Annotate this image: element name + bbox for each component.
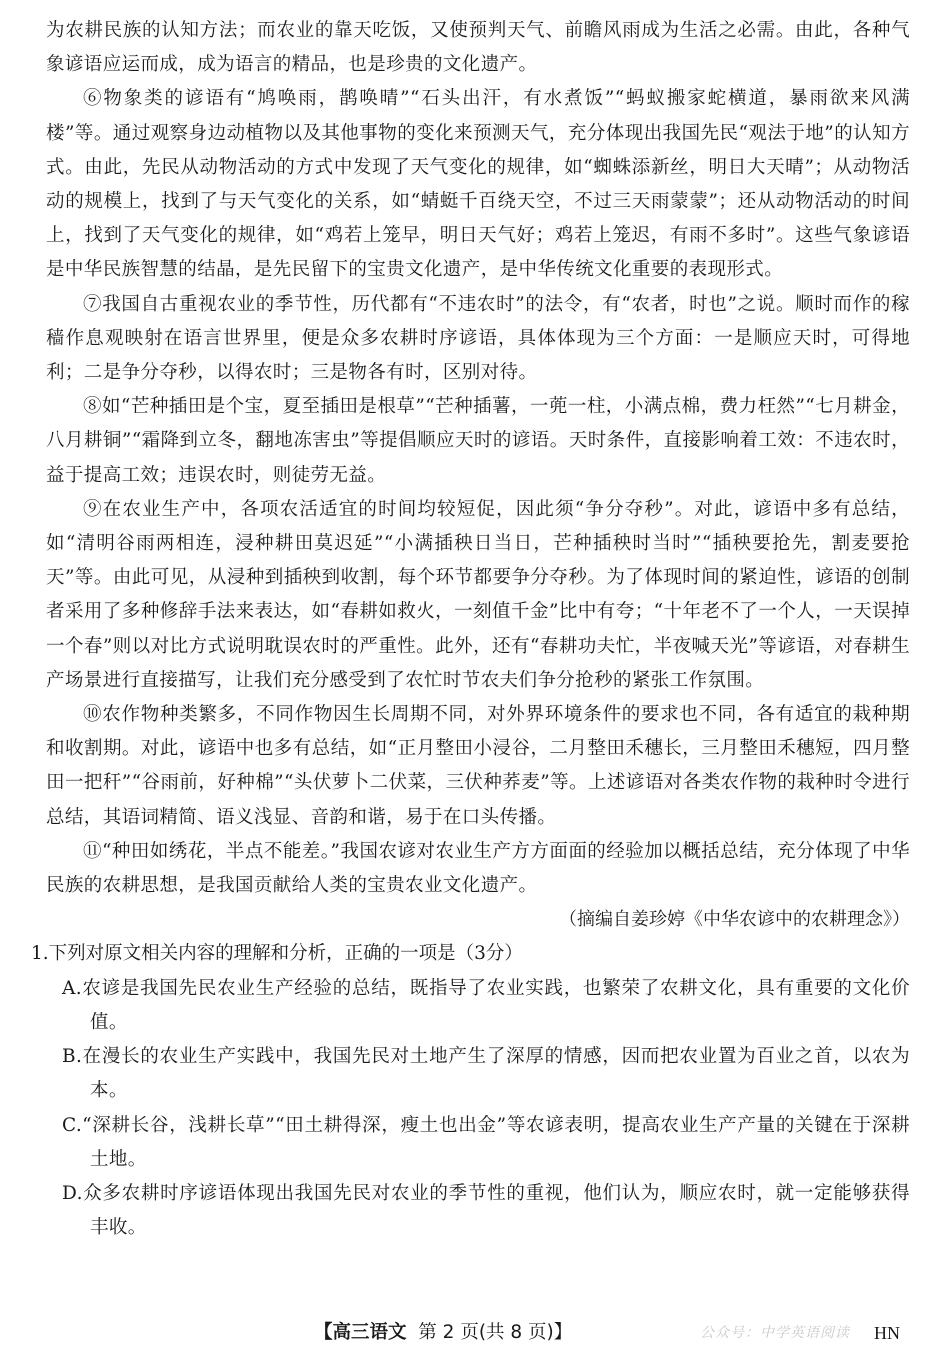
watermark: 公众号：中学英语阅读: [700, 1325, 850, 1341]
paragraph-11: ⑪“种田如绣花，半点不能差。”我国农谚对农业生产方方面面的经验加以概括总结，充分体现了中华民族的农耕思想，是我国贡献给人类的宝贵农业文化遗产。: [46, 840, 910, 897]
question-1-stem: 1.下列对原文相关内容的理解和分析，正确的一项是（3分）: [31, 943, 523, 965]
footer-page-number: 第 2 页(共 8 页)】: [418, 1322, 573, 1343]
option-c: C.“深耕长谷，浅耕长草”“田土耕得深，瘦土也出金”等农谚表明，提高农业生产产量的关键在于深耕土地。: [62, 1114, 910, 1170]
source-citation: （摘编自姜珍婷《中华农谚中的农耕理念》）: [559, 909, 910, 931]
exam-page: [31, 14, 910, 1245]
footer-subject: 【高三语文: [314, 1322, 407, 1343]
page-footer: [0, 1318, 950, 1348]
footer-page-info: [314, 1318, 572, 1348]
option-b: B.在漫长的农业生产实践中，我国先民对土地产生了深厚的情感，因而把农业置为百业之首，以农为本。: [62, 1046, 910, 1102]
option-a: A.农谚是我国先民农业生产经验的总结，既指导了农业实践，也繁荣了农耕文化，具有重要的文化价值。: [62, 977, 910, 1033]
paragraph-7: ⑦我国自古重视农业的季节性，历代都有“不违农时”的法令，有“农者，时也”之说。顺时而作的稼穑作息观映射在语言世界里，便是众多农耕时序谚语，具体体现为三个方面：一是顺应天时，可得地利；二是争分夺秒，以得农时；三是物各有时，区别对待。: [46, 293, 910, 384]
paragraph-8: ⑧如“芒种插田是个宝，夏至插田是根草”“芒种插薯，一蔸一柱，小满点棉，费力枉然”“七月耕金，八月耕铜”“霜降到立冬，翻地冻害虫”等提倡顺应天时的谚语。天时条件，直接影响着工效：不违农时，益于提高工效；违误农时，则徒劳无益。: [46, 396, 910, 486]
paragraph-9: ⑨在农业生产中，各项农活适宜的时间均较短促，因此须“争分夺秒”。对此，谚语中多有总结，如“清明谷雨两相连，浸种耕田莫迟延”“小满插秧日当日，芒种插秧时当时”“插秧要抢先，割麦要抢天”等。由此可见，从浸种到插秧到收割，每个环节都要争分夺秒。为了体现时间的紧迫性，谚语的创制者采用了多种修辞手法来表达，如“春耕如救火，一刻值千金”比中有夸；“十年老不了一个人，一天误掉一个春”则以对比方式说明耽误农时的严重性。此外，还有“春耕功夫忙，半夜喊天光”等谚语，对春耕生产场景进行直接描写，让我们充分感受到了农忙时节农夫们争分抢秒的紧张工作氛围。: [46, 498, 910, 691]
option-d: D.众多农耕时序谚语体现出我国先民对农业的季节性的重视，他们认为，顺应农时，就一定能够获得丰收。: [62, 1182, 910, 1239]
paragraph-10: ⑩农作物种类繁多，不同作物因生长周期不同，对外界环境条件的要求也不同，各有适宜的栽种期和收割期。对此，谚语中也多有总结，如“正月整田小浸谷，二月整田禾穗长，三月整田禾穗短，四月整田一把秆”“谷雨前，好种棉”“头伏萝卜二伏菜，三伏种荞麦”等。上述谚语对各类农作物的栽种时令进行总结，其语词精简、语义浅显、音韵和谐，易于在口头传播。: [46, 704, 910, 828]
paragraph-6: ⑥物象类的谚语有“鸠唤雨，鹊唤晴”“石头出汗，有水煮饭”“蚂蚁搬家蛇横道，暴雨欲来风满楼”等。通过观察身边动植物以及其他事物的变化来预测天气，充分体现出我国先民“观法于地”的认知方式。由此，先民从动物活动的方式中发现了天气变化的规律，如“蜘蛛添新丝，明日大天晴”；从动物活动的规模上，找到了与天气变化的关系，如“蜻蜓千百绕天空，不过三天雨蒙蒙”；还从动物活动的时间上，找到了天气变化的规律，如“鸡若上笼早，明日天气好；鸡若上笼迟，有雨不多时”。这些气象谚语是中华民族智慧的结晶，是先民留下的宝贵文化遗产，是中华传统文化重要的表现形式。: [46, 88, 910, 281]
paragraph-continuation: 为农耕民族的认知方法；而农业的靠天吃饭，又使预判天气、前瞻风雨成为生活之必需。由此，各种气象谚语应运而成，成为语言的精品，也是珍贵的文化遗产。: [46, 20, 910, 76]
footer-region-code: HN: [874, 1323, 900, 1343]
